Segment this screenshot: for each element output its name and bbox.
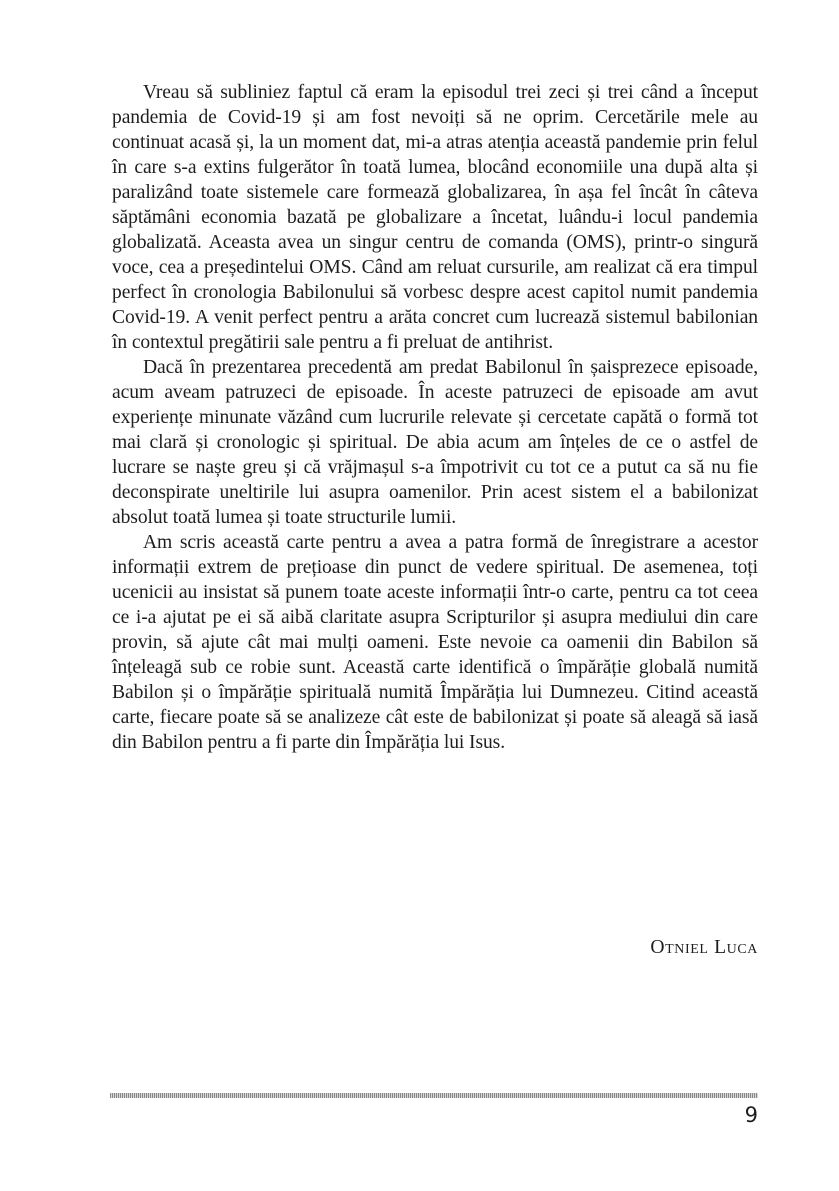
author-signature: Otniel Luca (650, 937, 758, 958)
paragraph-1: Vreau să subliniez faptul că eram la episodul trei zeci și trei când a început pandemia de Covid-19 și am fost nevoiți să ne oprim. Cercetările mele au continuat acasă și, la un moment dat, mi-a atras atenția această pandemie prin felul în care s-a extins fulgerător în toată lumea, blocând economiile una după alta și paralizând toate sistemele care formează globalizarea, în așa fel încât în câteva săptămâni economia bazată pe globalizare a încetat, luându-i locul pandemia globalizată. Aceasta avea un singur centru de comanda (OMS), printr-o singură voce, cea a președintelui OMS. Când am reluat cursurile, am realizat că era timpul perfect în cronologia Babilonului să vorbesc despre acest capitol numit pandemia Covid-19. A venit perfect pentru a arăta concret cum lucrează sistemul babilonian în contextul pregătirii sale pentru a fi preluat de antihrist. (112, 82, 758, 353)
body-text (112, 80, 758, 755)
page-number: 9 (744, 1103, 758, 1127)
paragraph-3: Am scris această carte pentru a avea a patra formă de înregistrare a acestor informații extrem de prețioase din punct de vedere spiritual. De asemenea, toți ucenicii au insistat să punem toate aceste informații într-o carte, pentru ca tot ceea ce i-a ajutat pe ei să aibă claritate asupra Scripturilor și asupra mediului din care provin, să ajute cât mai mulți oameni. Este nevoie ca oamenii din Babilon să înțeleagă sub ce robie sunt. Această carte identifică o împărăție globală numită Babilon și o împărăție spirituală numită Împărăția lui Dumnezeu. Citind această carte, fiecare poate să se analizeze cât este de babilonizat și poate să aleagă să iasă din Babilon pentru a fi parte din Împărăția lui Isus. (112, 532, 758, 753)
footer-divider (110, 1093, 758, 1098)
paragraph-2: Dacă în prezentarea precedentă am predat Babilonul în șaisprezece episoade, acum aveam patruzeci de episoade. În aceste patruzeci de episoade am avut experiențe minunate văzând cum lucrurile relevate și cercetate capătă o formă tot mai clară și cronologic și spiritual. De abia acum am înțeles de ce o astfel de lucrare se naște greu și că vrăjmașul s-a împotrivit cu tot ce a putut ca să nu fie deconspirate uneltirile lui asupra oamenilor. Prin acest sistem el a babilonizat absolut toată lumea și toate structurile lumii. (112, 357, 758, 528)
